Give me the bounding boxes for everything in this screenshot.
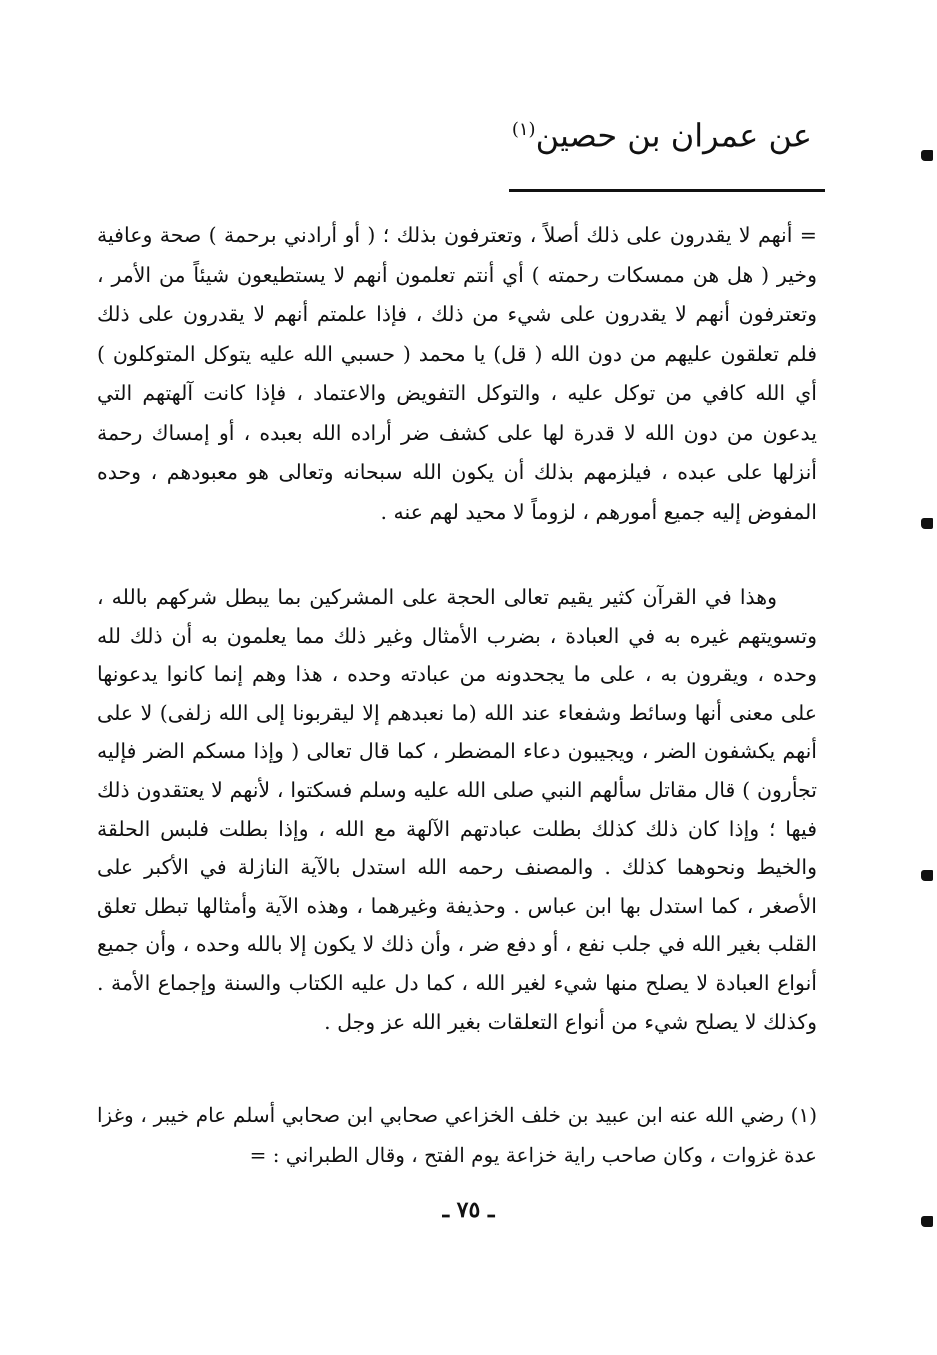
heading-footnote-ref: (١) <box>511 119 536 140</box>
heading-title: عن عمران بن حصين <box>535 116 812 155</box>
body-paragraph-1: = أنهم لا يقدرون على ذلك أصلاً ، وتعترفون بذلك ؛ ( أو أرادني برحمة ) صحة وعافية وخير ( هل هن ممسكات رحمته ) أي أنتم تعلمون أنهم لا يستطيعون شيئاً من الأمر ، وتعترفون أنهم لا يقدرون على شيء من ذلك ، فإذا علمتم أنهم لا يقدرون على ذلك فلم تعلقون عليهم من دون الله ( قل) يا محمد ( حسبي الله عليه يتوكل المتوكلون ) أي الله كافي من توكل عليه ، والتوكل التفويض والاعتماد ، فإذا كانت آلهتهم التي يدعون من دون الله لا قدرة لها على كشف ضر أراده الله بعبده ، أو إمساك رحمة أنزلها على عبده ، فيلزمهم بذلك أن يكون الله سبحانه وتعالى هو معبودهم ، وحده المفوض إليه جميع أمورهم ، لزوماً لا محيد لهم عنه . <box>97 223 817 524</box>
body-paragraph-2: وهذا في القرآن كثير يقيم تعالى الحجة على المشركين بما يبطل شركهم بالله ، وتسويتهم غيره به في العبادة ، بضرب الأمثال وغير ذلك مما يعلمون به أن ذلك لله وحده ، ويقرون به ، على ما يجحدونه من عبادته وحده ، هذا وهم إنما كانوا يدعونها على معنى أنها وسائط وشفعاء عند الله (ما نعبدهم إلا ليقربونا إلى الله زلفى) لا على أنهم يكشفون الضر ، ويجيبون دعاء المضطر ، كما قال تعالى ( وإذا مسكم الضر فإليه تجأرون ) قال مقاتل سألهم النبي صلى الله عليه وسلم فسكتوا ، لأنهم لا يعتقدون ذلك فيها ؛ وإذا كان ذلك كذلك بطلت عبادتهم الآلهة مع الله ، وإذا بطلت فلبس الحلقة والخيط ونحوهما كذلك . والمصنف رحمه الله استدل بالآية النازلة في الأكبر على الأصغر ، كما استدل بها ابن عباس . وحذيفة وغيرهما ، وهذه الآية وأمثالها تبطل تعلق القلب بغير الله في جلب نفع ، أو دفع ضر ، وأن ذلك لا يكون إلا بالله وحده ، وأن جميع أنواع العبادة لا يصلح منها شيء لغير الله ، كما دل عليه الكتاب والسنة وإجماع الأمة . وكذلك لا يصلح شيء من أنواع التعلقات بغير الله عز وجل . <box>97 585 817 1034</box>
page-number: ـ ٧٥ ـ <box>442 1197 495 1223</box>
footnote: (١) رضي الله عنه ابن عبيد بن خلف الخزاعي صحابي ابن صحابي أسلم عام خيبر ، وغزا عدة غزوات ، وكان صاحب راية خزاعة يوم الفتح ، وقال الطبراني : = <box>97 1103 817 1167</box>
heading-underline <box>509 189 825 192</box>
margin-mark <box>921 1216 933 1227</box>
margin-mark <box>921 518 933 529</box>
chapter-heading <box>512 110 812 156</box>
margin-mark <box>921 870 933 881</box>
margin-mark <box>921 150 933 161</box>
